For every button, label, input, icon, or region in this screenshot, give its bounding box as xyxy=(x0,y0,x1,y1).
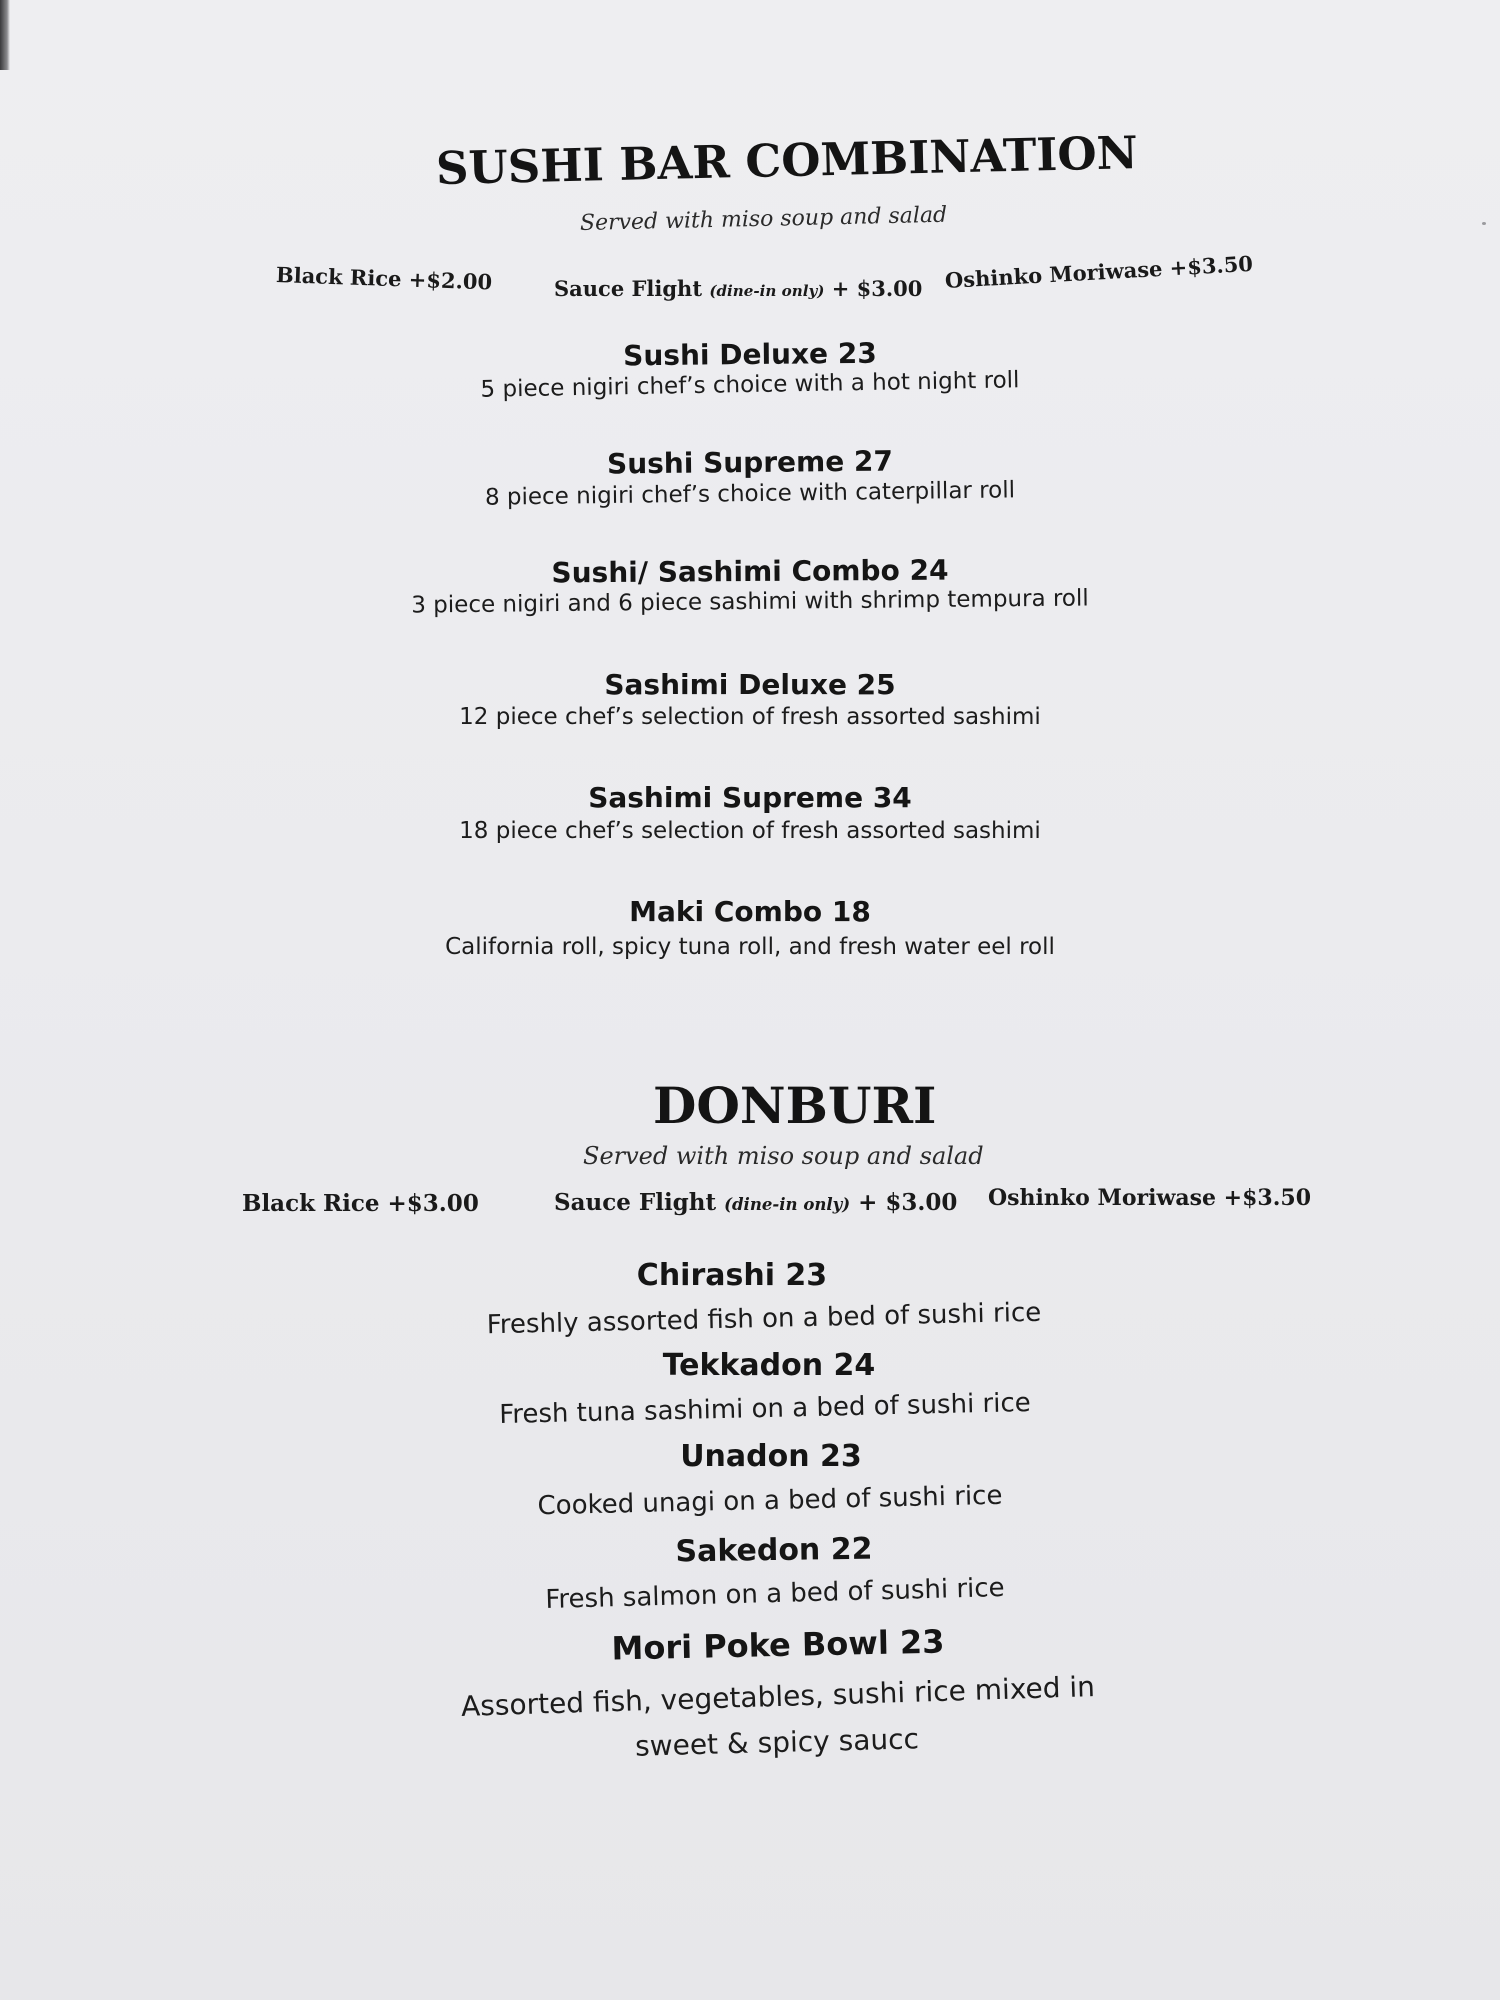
menu-item-name: Sakedon 22 xyxy=(675,1531,873,1570)
menu-item-name: Unadon 23 xyxy=(680,1439,862,1474)
sushi-bar-subtitle: Served with miso soup and salad xyxy=(579,202,948,236)
sushi-bar-addon-oshinko: Oshinko Moriwase +$3.50 xyxy=(944,250,1254,293)
sauce-flight-label: Sauce Flight xyxy=(554,276,703,301)
sauce-flight-note: (dine-in only) xyxy=(724,1194,851,1214)
menu-item-name: Tekkadon 24 xyxy=(662,1348,876,1383)
sauce-flight-price: + $3.00 xyxy=(858,1189,958,1216)
donburi-addon-oshinko: Oshinko Moriwase +$3.50 xyxy=(988,1185,1312,1211)
menu-item-name: Sushi Supreme 27 xyxy=(606,444,894,481)
sauce-flight-note: (dine-in only) xyxy=(709,282,825,300)
menu-item-name: Sashimi Supreme 34 xyxy=(588,781,912,814)
menu-item-description: 12 piece chef’s selection of fresh assorted sashimi xyxy=(459,704,1041,730)
menu-item-description: Fresh tuna sashimi on a bed of sushi rice xyxy=(498,1387,1032,1431)
menu-item-name: Sashimi Deluxe 25 xyxy=(604,668,896,701)
donburi-title: DONBURI xyxy=(653,1076,937,1135)
sushi-bar-addon-sauce-flight xyxy=(554,276,922,301)
donburi-addon-black-rice: Black Rice +$3.00 xyxy=(242,1190,479,1217)
menu-item-name: Sushi Deluxe 23 xyxy=(623,336,877,373)
menu-item-description: California roll, spicy tuna roll, and fresh water eel roll xyxy=(445,934,1055,960)
menu-item-description: 18 piece chef’s selection of fresh assorted sashimi xyxy=(459,818,1041,844)
menu-item-description: 8 piece nigiri chef’s choice with caterpillar roll xyxy=(484,477,1016,511)
menu-item-description: Freshly assorted fish on a bed of sushi rice xyxy=(486,1297,1042,1341)
menu-item-name: Chirashi 23 xyxy=(636,1258,828,1293)
menu-item-description: Fresh salmon on a bed of sushi rice xyxy=(545,1572,1005,1616)
donburi-addon-sauce-flight xyxy=(554,1189,957,1216)
page-edge-shadow xyxy=(0,0,10,70)
menu-item-description: 3 piece nigiri and 6 piece sashimi with shrimp tempura roll xyxy=(411,585,1089,619)
menu-item-name: Sushi/ Sashimi Combo 24 xyxy=(551,553,949,590)
sushi-bar-addon-black-rice: Black Rice +$2.00 xyxy=(275,262,493,295)
menu-item-name: Maki Combo 18 xyxy=(629,895,871,928)
paper-speck xyxy=(1482,222,1486,225)
sushi-bar-title: SUSHI BAR COMBINATION xyxy=(435,126,1139,195)
menu-item-description: Cooked unagi on a bed of sushi rice xyxy=(537,1480,1003,1522)
sauce-flight-price: + $3.00 xyxy=(831,276,923,301)
sauce-flight-label: Sauce Flight xyxy=(554,1189,717,1216)
menu-item-description: Assorted fish, vegetables, sushi rice mixed in xyxy=(460,1670,1096,1723)
menu-item-description-continued: sweet & spicy saucc xyxy=(634,1722,920,1763)
donburi-subtitle: Served with miso soup and salad xyxy=(583,1142,984,1170)
menu-item-name: Mori Poke Bowl 23 xyxy=(611,1622,945,1668)
menu-item-description: 5 piece nigiri chef’s choice with a hot night roll xyxy=(480,367,1020,403)
